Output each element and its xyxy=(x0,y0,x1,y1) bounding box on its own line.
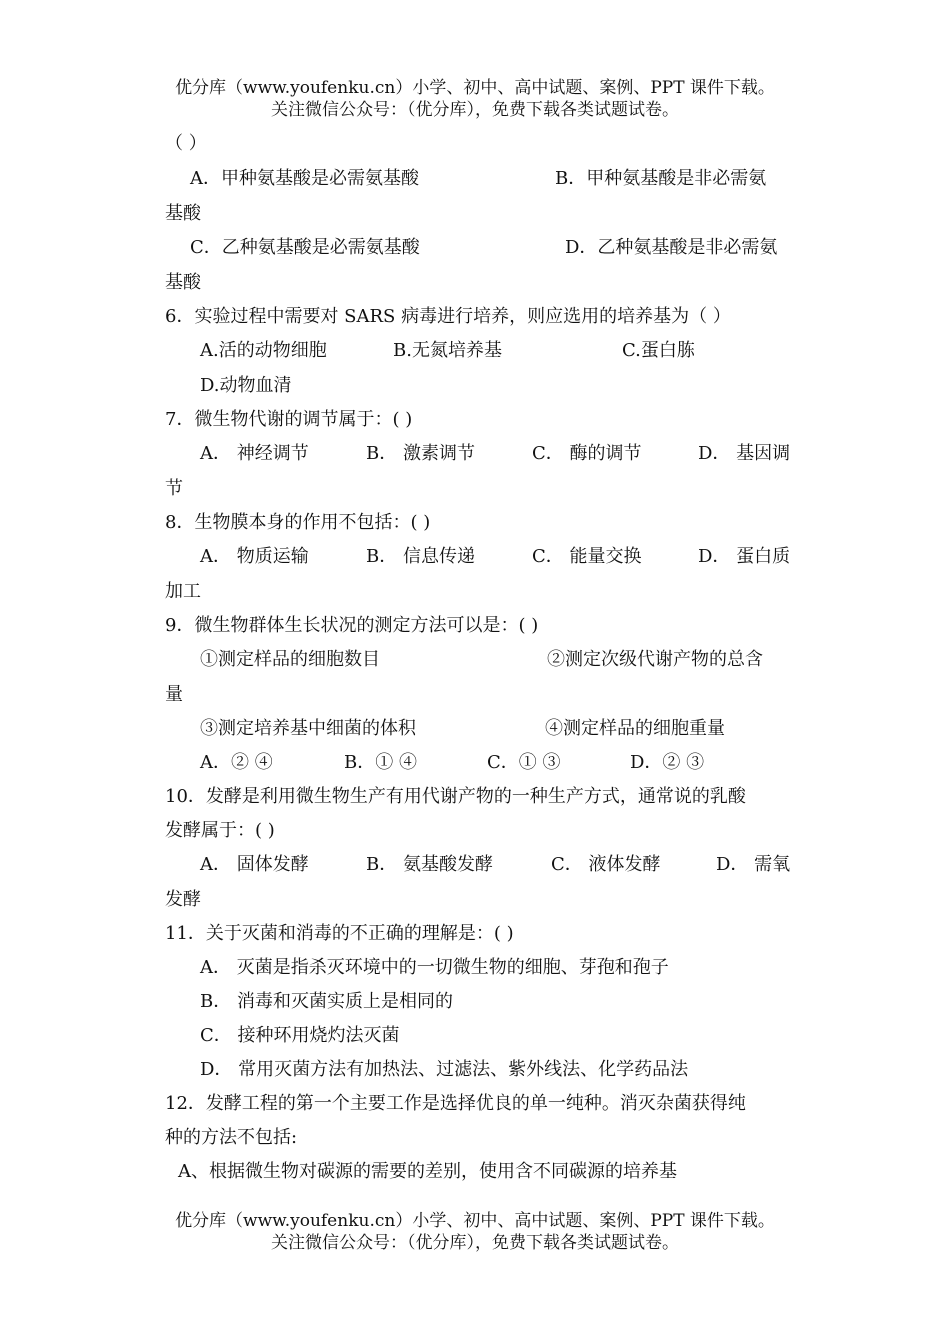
q7-option-a: A． 神经调节 xyxy=(200,443,309,464)
q8-option-a: A． 物质运输 xyxy=(200,546,309,567)
q5-stem-tail: （ ） xyxy=(165,133,207,154)
q8-stem: 8．生物膜本身的作用不包括：( ) xyxy=(165,512,431,533)
q10-option-c: C． 液体发酵 xyxy=(551,854,661,875)
q7-option-c: C． 酶的调节 xyxy=(532,443,642,464)
q11-stem: 11．关于灭菌和消毒的不正确的理解是：( ) xyxy=(165,923,514,944)
q12-stem: 12．发酵工程的第一个主要工作是选择优良的单一纯种。消灭杂菌获得纯 xyxy=(165,1093,746,1114)
q6-option-a: A.活的动物细胞 xyxy=(200,340,327,361)
q5-option-d: D．乙种氨基酸是非必需氨 xyxy=(565,237,778,258)
q6-option-b: B.无氮培养基 xyxy=(393,340,502,361)
q12-option-a: A、根据微生物对碳源的需要的差别，使用含不同碳源的培养基 xyxy=(178,1161,677,1182)
q9-item-3: ③测定培养基中细菌的体积 xyxy=(200,718,416,739)
q5-option-b-wrap: 基酸 xyxy=(165,203,201,224)
q10-option-a: A． 固体发酵 xyxy=(200,854,309,875)
header-line-1: 优分库（www.youfenku.cn）小学、初中、高中试题、案例、PPT 课件下载。 xyxy=(175,78,775,98)
q9-item-2: ②测定次级代谢产物的总含 xyxy=(547,649,763,670)
q10-option-b: B． 氨基酸发酵 xyxy=(366,854,493,875)
q8-option-b: B． 信息传递 xyxy=(366,546,475,567)
q5-option-d-wrap: 基酸 xyxy=(165,272,201,293)
header-line-2: 关注微信公众号：（优分库），免费下载各类试题试卷。 xyxy=(271,100,679,120)
q10-stem: 10．发酵是利用微生物生产有用代谢产物的一种生产方式，通常说的乳酸 xyxy=(165,786,746,807)
q11-option-a: A． 灭菌是指杀灭环境中的一切微生物的细胞、芽孢和孢子 xyxy=(200,957,669,978)
q9-option-b: B．① ④ xyxy=(344,752,417,773)
q9-stem: 9．微生物群体生长状况的测定方法可以是：( ) xyxy=(165,615,539,636)
q7-stem: 7．微生物代谢的调节属于：( ) xyxy=(165,409,413,430)
q7-option-d-wrap: 节 xyxy=(165,478,183,499)
q10-option-d-wrap: 发酵 xyxy=(165,889,201,910)
q11-option-c: C． 接种环用烧灼法灭菌 xyxy=(200,1025,400,1046)
q5-option-b: B．甲种氨基酸是非必需氨 xyxy=(555,168,767,189)
q9-item-1: ①测定样品的细胞数目 xyxy=(200,649,380,670)
footer-line-2: 关注微信公众号：（优分库），免费下载各类试题试卷。 xyxy=(271,1233,679,1253)
q6-option-c: C.蛋白胨 xyxy=(622,340,695,361)
q6-stem: 6．实验过程中需要对 SARS 病毒进行培养，则应选用的培养基为（ ） xyxy=(165,306,731,327)
q8-option-c: C． 能量交换 xyxy=(532,546,642,567)
q10-stem-wrap: 发酵属于：( ) xyxy=(165,820,275,841)
q5-option-c: C．乙种氨基酸是必需氨基酸 xyxy=(190,237,420,258)
footer-line-1: 优分库（www.youfenku.cn）小学、初中、高中试题、案例、PPT 课件下载。 xyxy=(175,1211,775,1231)
q9-item-4: ④测定样品的细胞重量 xyxy=(545,718,725,739)
q11-option-d: D． 常用灭菌方法有加热法、过滤法、紫外线法、化学药品法 xyxy=(200,1059,689,1080)
q5-option-a: A．甲种氨基酸是必需氨基酸 xyxy=(190,168,419,189)
q6-option-d: D.动物血清 xyxy=(200,375,292,396)
q11-option-b: B． 消毒和灭菌实质上是相同的 xyxy=(200,991,453,1012)
q9-option-a: A．② ④ xyxy=(200,752,273,773)
q8-option-d: D． 蛋白质 xyxy=(698,546,791,567)
q9-option-d: D．② ③ xyxy=(630,752,705,773)
q10-option-d: D． 需氧 xyxy=(716,854,791,875)
q7-option-b: B． 激素调节 xyxy=(366,443,475,464)
q7-option-d: D． 基因调 xyxy=(698,443,791,464)
q9-option-c: C．① ③ xyxy=(487,752,561,773)
q8-option-d-wrap: 加工 xyxy=(165,581,201,602)
q12-stem-wrap: 种的方法不包括: xyxy=(165,1127,298,1148)
q9-item-2-wrap: 量 xyxy=(165,684,183,705)
